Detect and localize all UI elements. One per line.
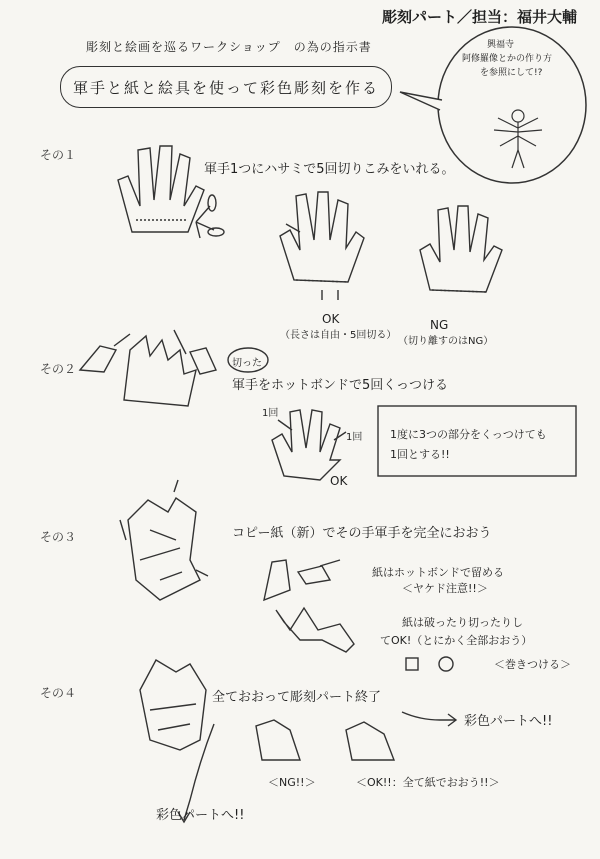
bubble-line2: 阿修羅像とかの作り方 — [462, 54, 553, 64]
step3-note2b: てOK!（とにかく全部おおう） — [380, 634, 533, 647]
step4-arrow-down: 彩色パートへ!! — [156, 808, 245, 823]
bubble-line1: 興福寺 — [487, 40, 515, 50]
step2-count2: 1回 — [346, 432, 363, 443]
step4-arrow-right: 彩色パートへ!! — [464, 714, 553, 729]
step4-label: その４ — [40, 686, 77, 700]
bubble-line3: を参照にして!? — [480, 68, 543, 78]
step3-note1b: ＜ヤケド注意!!＞ — [402, 582, 488, 595]
step4-ok-tag: ＜OK!!：全て紙でおおう!!＞ — [356, 776, 500, 789]
step2-instruction: 軍手をホットボンドで5回くっつける — [232, 378, 449, 393]
step3-instruction: コピー紙（新）でその手軍手を完全におおう — [232, 526, 492, 541]
step1-ok-label: OK — [322, 312, 340, 326]
step2-ok-label: OK — [330, 474, 348, 488]
page-title: 彫刻パート／担当：福井大輔 — [382, 8, 578, 26]
step1-ok-note: （長さは自由・5回切る） — [280, 330, 397, 341]
step1-instruction: 軍手1つにハサミで5回切りこみをいれる。 — [204, 162, 455, 177]
step4-ng-tag: ＜NG!!＞ — [268, 776, 316, 789]
step3-note2a: 紙は破ったり切ったりし — [402, 616, 523, 629]
banner-text: 軍手と紙と絵具を使って彩色彫刻を作る — [72, 78, 379, 97]
step2-box-line2: 1回とする!! — [390, 448, 450, 461]
step1-ng-note: （切り離すのはNG） — [398, 336, 494, 347]
step2-box-line1: 1度に3つの部分をくっつけても — [390, 428, 547, 441]
step1-ng-label: NG — [430, 318, 449, 332]
step4-instruction: 全ておおって彫刻パート終了 — [212, 690, 382, 705]
step2-count1: 1回 — [262, 408, 279, 419]
step3-note2c: ＜巻きつける＞ — [494, 658, 571, 671]
step2-cut-note: 切った — [232, 358, 262, 369]
step3-label: その３ — [40, 530, 77, 544]
step2-label: その２ — [40, 362, 77, 376]
page-subtitle: 彫刻と絵画を巡るワークショップ の為の指示書 — [86, 40, 372, 54]
step1-label: その１ — [40, 148, 77, 162]
step3-note1a: 紙はホットボンドで留める — [372, 566, 504, 579]
